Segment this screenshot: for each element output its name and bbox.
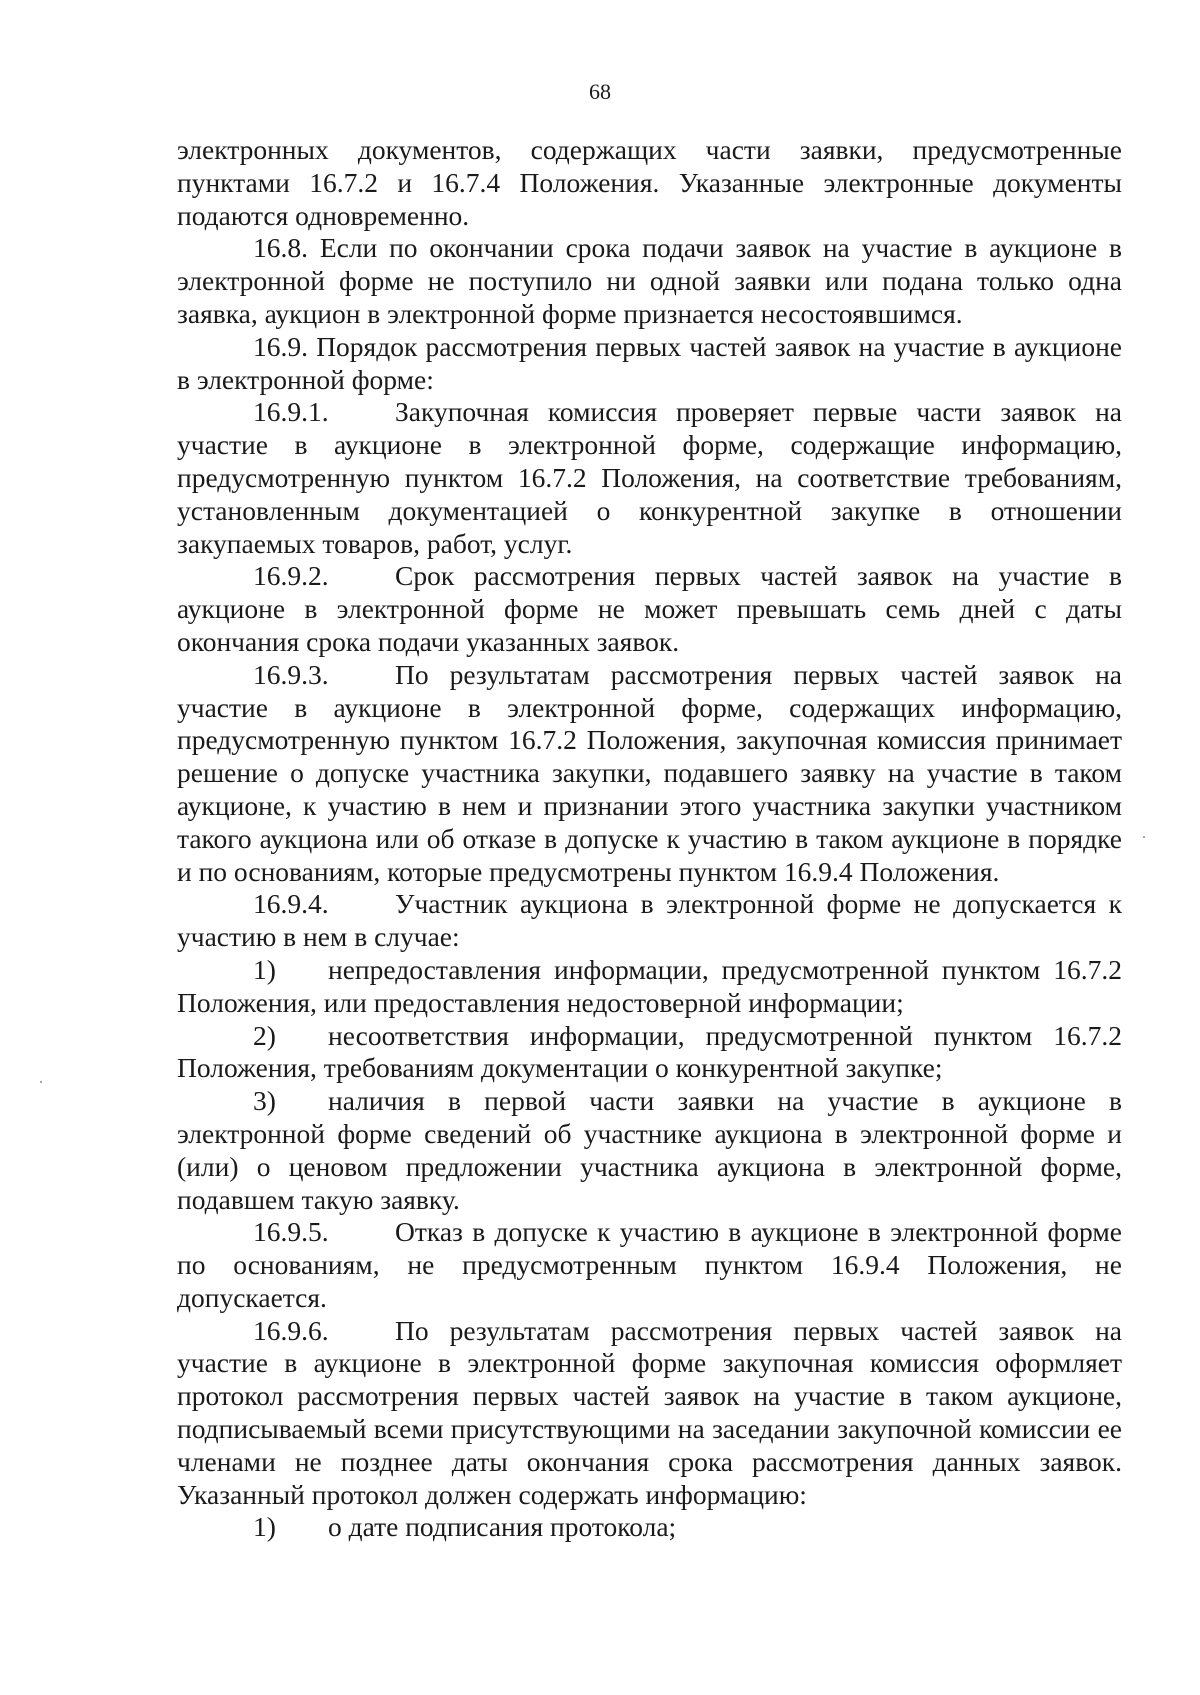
- clause-16-9: [177, 331, 1122, 397]
- list-item-number: 3): [253, 1085, 276, 1117]
- document-body: [177, 134, 1122, 1544]
- paragraph-text: По результатам рассмотрения первых частей заявок на участие в аукционе в электронной форме, содержащих информацию, предусмотренную пунктом 16.7.2 Положения, закупочная комиссия принимает решение о допуске участника закупки, подавшего заявку на участие в таком аукционе, к участию в нем и признании этого участника закупки участником такого аукциона или об отказе в допуске к участию в таком аукционе в порядке и по основаниям, которые предусмотрены пунктом 16.9.4 Положения.: [177, 658, 1122, 887]
- clause-number: 16.9.5.: [253, 1216, 329, 1248]
- clause-number: 16.9.2.: [253, 560, 329, 592]
- clause-number: 16.9.3.: [253, 658, 329, 690]
- paragraph-text: 16.8. Если по окончании срока подачи заявок на участие в аукционе в электронной форме не поступило ни одной заявки или подана только одна заявка, аукцион в электронной форме признается несостоявшимся.: [177, 232, 1122, 329]
- clause-16-9-3: [177, 659, 1122, 889]
- clause-16-9-6: [177, 1315, 1122, 1512]
- paragraph-text: наличия в первой части заявки на участие в аукционе в электронной форме сведений об участнике аукциона в электронной форме и (или) о ценовом предложении участника аукциона в электронной форме, подавшем такую заявку.: [177, 1085, 1122, 1215]
- paragraph-text: Срок рассмотрения первых частей заявок на участие в аукционе в электронной форме не может превышать семь дней с даты окончания срока подачи указанных заявок.: [177, 560, 1122, 657]
- paragraph-text: Закупочная комиссия проверяет первые части заявок на участие в аукционе в электронной форме, содержащие информацию, предусмотренную пунктом 16.7.2 Положения, на соответствие требованиям, установленным документацией о конкурентной закупке в отношении закупаемых товаров, работ, услуг.: [177, 396, 1122, 559]
- clause-number: 16.9.4.: [253, 888, 329, 920]
- paragraph-text: электронных документов, содержащих части заявки, предусмотренные пунктами 16.7.2 и 16.7.4 Положения. Указанные электронные документы подаются одновременно.: [177, 134, 1122, 231]
- paragraph-continuation: [177, 134, 1122, 232]
- list-item-1: [177, 954, 1122, 1020]
- list-item-1-protocol: [177, 1511, 1122, 1544]
- clause-16-9-2: [177, 560, 1122, 658]
- list-item-3: [177, 1085, 1122, 1216]
- paragraph-text: несоответствия информации, предусмотренной пунктом 16.7.2 Положения, требованиям документации о конкурентной закупке;: [177, 1019, 1122, 1084]
- clause-number: 16.9.1.: [253, 396, 329, 428]
- clause-number: 16.9.6.: [253, 1314, 329, 1346]
- list-item-2: [177, 1020, 1122, 1086]
- paragraph-text: о дате подписания протокола;: [328, 1511, 677, 1543]
- clause-16-9-5: [177, 1216, 1122, 1314]
- scan-speck: [1143, 836, 1145, 838]
- list-item-number: 1): [253, 953, 276, 985]
- paragraph-text: По результатам рассмотрения первых частей заявок на участие в аукционе в электронной форме закупочная комиссия оформляет протокол рассмотрения первых частей заявок на участие в таком аукционе, подписываемый всеми присутствующими на заседании закупочной комиссии ее членами не позднее даты окончания срока рассмотрения данных заявок. Указанный протокол должен содержать информацию:: [177, 1314, 1122, 1510]
- paragraph-text: 16.9. Порядок рассмотрения первых частей заявок на участие в аукционе в электронной форме:: [177, 330, 1122, 395]
- scan-speck: [40, 1081, 42, 1083]
- clause-16-9-4: [177, 888, 1122, 954]
- list-item-number: 2): [253, 1019, 276, 1051]
- clause-16-9-1: [177, 396, 1122, 560]
- clause-16-8: [177, 232, 1122, 330]
- list-item-number: 1): [253, 1511, 276, 1543]
- paragraph-text: непредоставления информации, предусмотренной пунктом 16.7.2 Положения, или предоставления недостоверной информации;: [177, 953, 1122, 1018]
- page-number: 68: [589, 79, 611, 104]
- paragraph-text: Участник аукциона в электронной форме не допускается к участию в нем в случае:: [177, 888, 1122, 953]
- paragraph-text: Отказ в допуске к участию в аукционе в электронной форме по основаниям, не предусмотренным пунктом 16.9.4 Положения, не допускается.: [177, 1216, 1122, 1313]
